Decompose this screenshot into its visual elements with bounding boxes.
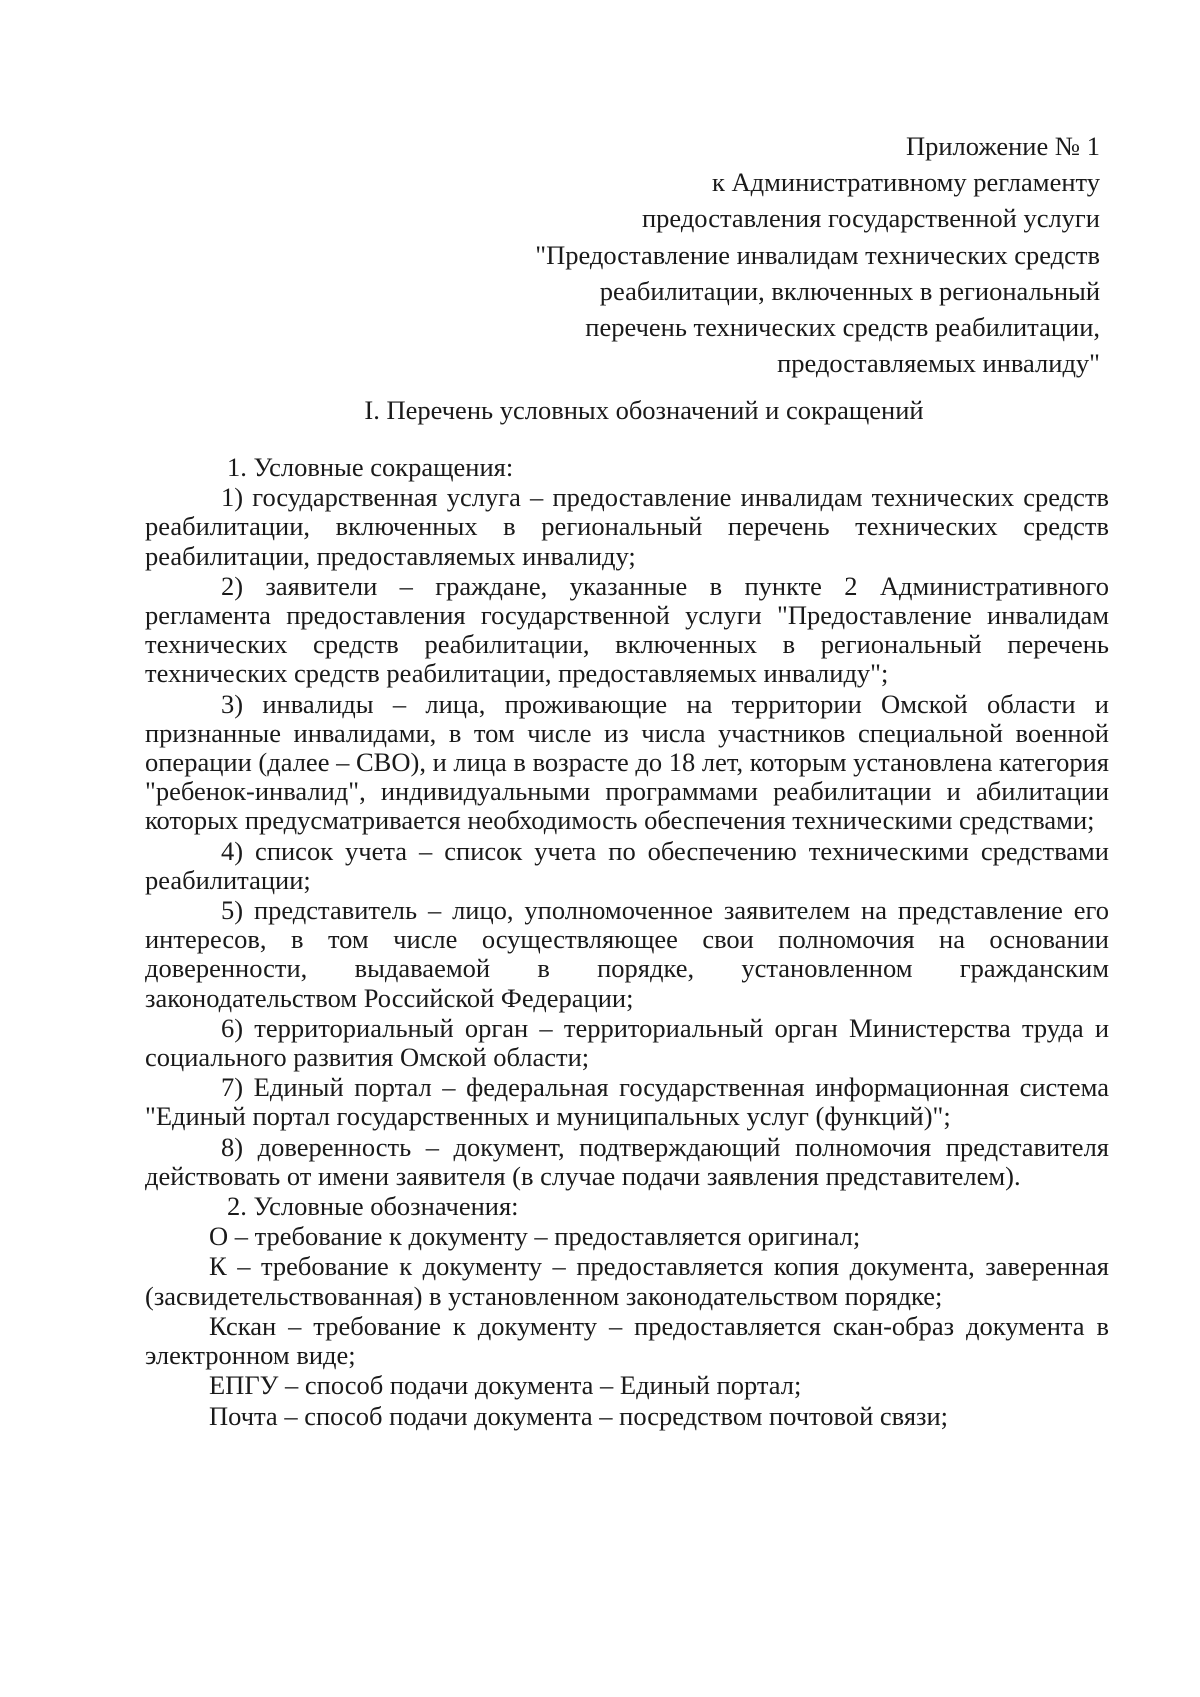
appendix-line: "Предоставление инвалидам технических средств xyxy=(535,239,1100,270)
designation-item: К – требование к документу – предоставляется копия документа, заверенная (засвидетельствованная) в установленном законодательством порядке; xyxy=(145,1251,1109,1311)
appendix-line: перечень технических средств реабилитации, xyxy=(585,312,1100,343)
designation-item: О – требование к документу – предоставляется оригинал; xyxy=(209,1221,861,1252)
appendix-line: Приложение № 1 xyxy=(905,131,1100,161)
appendix-line: реабилитации, включенных в региональный xyxy=(599,275,1100,306)
abbreviation-item: 4) список учета – список учета по обеспечению техническими средствами реабилитации; xyxy=(145,835,1109,895)
document-body xyxy=(145,453,1109,1432)
appendix-line: предоставляемых инвалиду" xyxy=(777,348,1100,379)
abbreviation-item: 5) представитель – лицо, уполномоченное заявителем на представление его интересов, в том числе осуществляющее свои полномочия на основании доверенности, выдаваемой в порядке, установленном гражданским законодательством Российской Федерации; xyxy=(145,895,1109,1013)
appendix-line: к Административному регламенту xyxy=(712,167,1100,198)
abbreviation-item: 8) доверенность – документ, подтверждающий полномочия представителя действовать от имени заявителя (в случае подачи заявления представителем). xyxy=(145,1131,1109,1191)
designations-heading: 2. Условные обозначения: xyxy=(227,1191,519,1222)
designation-item: ЕПГУ – способ подачи документа – Единый портал; xyxy=(209,1370,802,1401)
designation-item: Кскан – требование к документу – предоставляется скан-образ документа в электронном виде; xyxy=(145,1310,1109,1371)
abbreviations-heading: 1. Условные сокращения: xyxy=(227,452,514,482)
abbreviation-item: 2) заявители – граждане, указанные в пункте 2 Административного регламента предоставления государственной услуги "Предоставление инвалидам технических средств реабилитации, включенных в региональный перечень технических средств реабилитации, предоставляемых инвалиду"; xyxy=(145,570,1109,689)
abbreviation-item: 6) территориальный орган – территориальный орган Министерства труда и социального развития Омской области; xyxy=(145,1012,1109,1073)
abbreviation-item: 3) инвалиды – лица, проживающие на территории Омской области и признанные инвалидами, в том числе из числа участников специальной военной операции (далее – СВО), и лица в возрасте до 18 лет, которым установлена категория "ребенок-инвалид", индивидуальными программами реабилитации и абилитации которых предусматривается необходимость обеспечения техническими средствами; xyxy=(145,688,1109,836)
abbreviation-item: 1) государственная услуга – предоставление инвалидам технических средств реабилитации, включенных в региональный перечень технических средств реабилитации, предоставляемых инвалиду; xyxy=(145,482,1109,571)
designation-item: Почта – способ подачи документа – посредством почтовой связи; xyxy=(209,1400,949,1431)
appendix-line: предоставления государственной услуги xyxy=(641,203,1100,234)
section-title: I. Перечень условных обозначений и сокращений xyxy=(364,395,924,425)
abbreviation-item: 7) Единый портал – федеральная государственная информационная система "Единый портал государственных и муниципальных услуг (функций)"; xyxy=(145,1072,1109,1132)
appendix-header xyxy=(535,128,1100,381)
